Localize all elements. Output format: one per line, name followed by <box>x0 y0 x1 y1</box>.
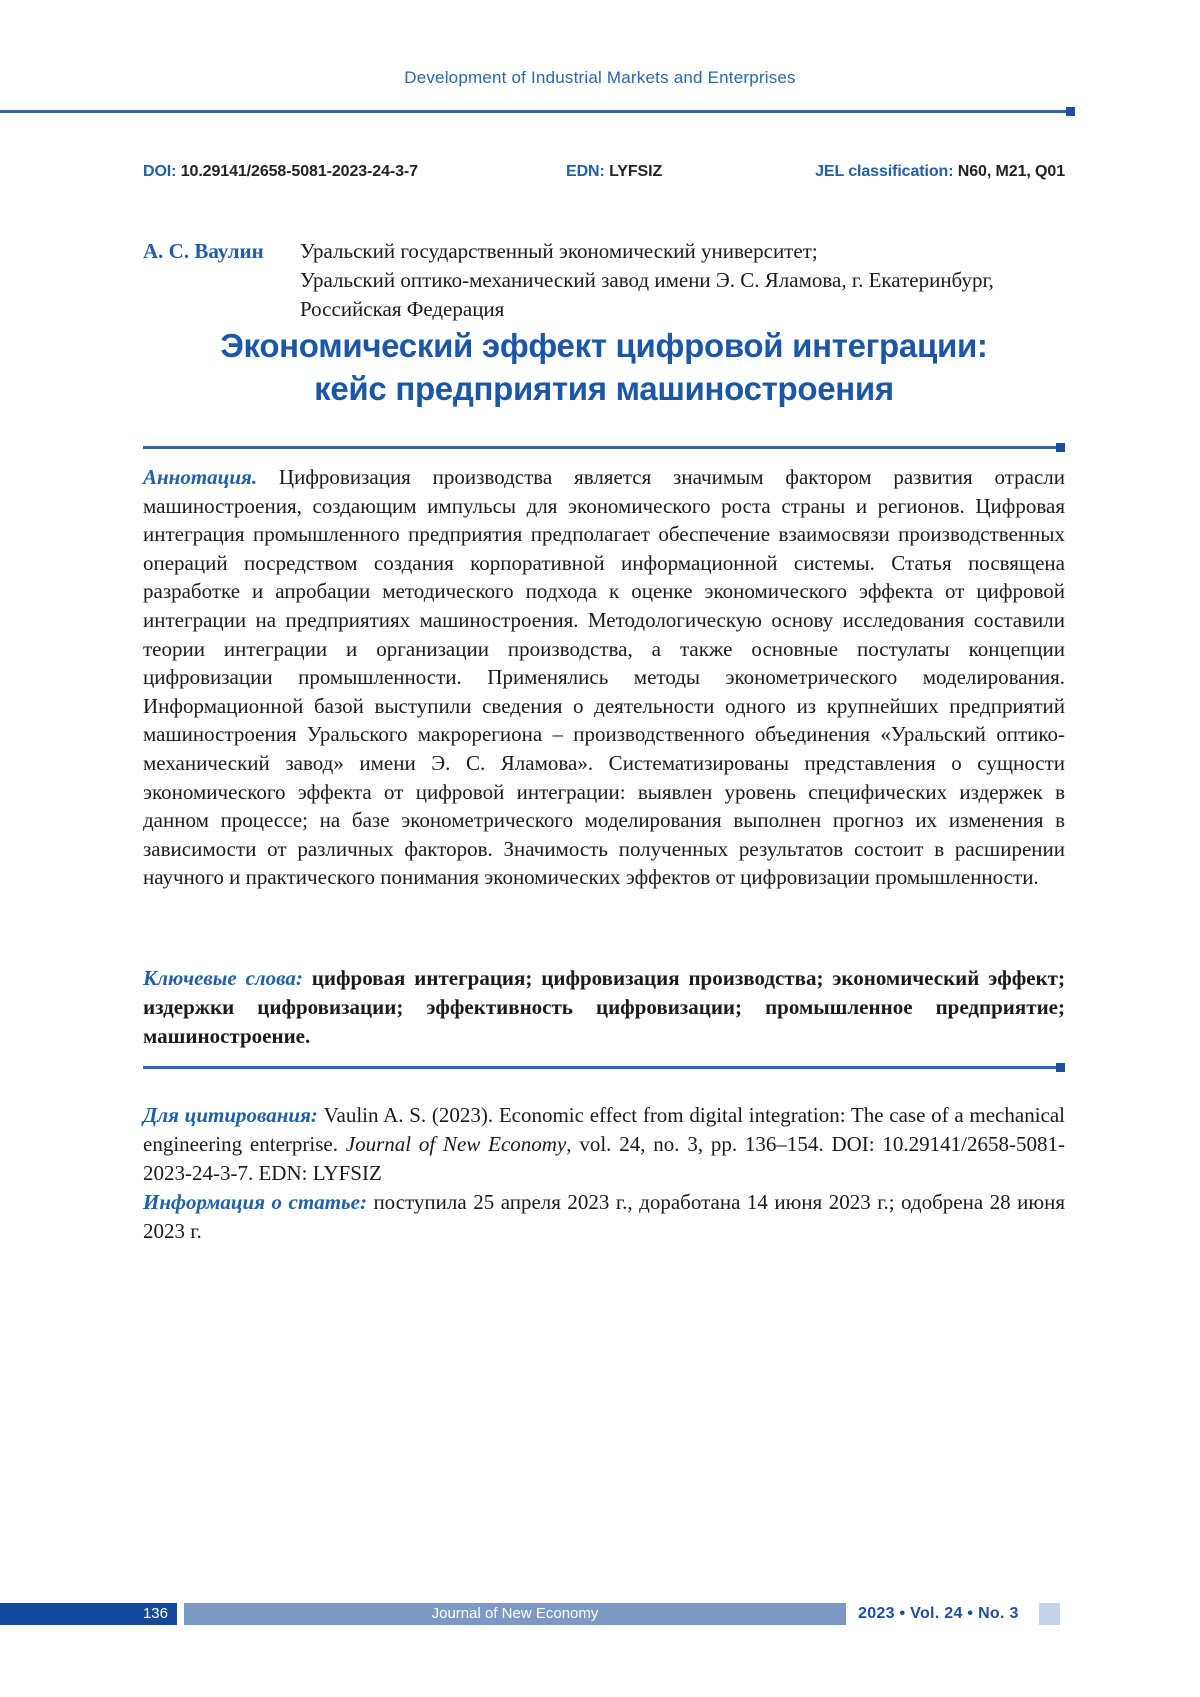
citation-rule-cap <box>1056 1063 1065 1072</box>
keywords-text: цифровая интеграция; цифровизация производства; экономический эффект; издержки цифровизации; эффективность цифровизации; промышленное предприятие; машиностроение. <box>143 966 1065 1048</box>
abstract-rule-cap <box>1056 443 1065 452</box>
citation-text-end: , vol. 24, no. 3, pp. 136–154. DOI: 10.29141/2658-5081-2023-24-3-7. EDN: LYFSIZ <box>143 1132 1065 1185</box>
doi-item <box>143 163 418 181</box>
article-title-line1: Экономический эффект цифровой интеграции: <box>220 327 988 364</box>
footer-page-number: 136 <box>142 1605 168 1622</box>
citation-text-start: Vaulin A. S. (2023). Economic effect from digital integration: The case of a mechanical engineering enterprise. <box>143 1103 1066 1156</box>
header-rule <box>0 110 1075 113</box>
citation-block <box>143 1101 1065 1246</box>
citation-label: Для цитирования: <box>143 1103 318 1127</box>
abstract-rule <box>143 446 1065 449</box>
footer-issue: 2023 • Vol. 24 • No. 3 <box>858 1605 1019 1622</box>
header-rule-cap <box>1066 107 1075 116</box>
article-info-paragraph <box>143 1188 1065 1246</box>
citation-paragraph <box>143 1101 1065 1188</box>
article-info-label: Информация о статье: <box>143 1190 367 1214</box>
jel-value: N60, M21, Q01 <box>957 163 1065 180</box>
affiliation-line: Уральский государственный экономический университет; <box>300 239 818 263</box>
edn-label: EDN: <box>566 163 605 180</box>
abstract-text: Цифровизация производства является значимым фактором развития отрасли машиностроения, создающим импульсы для экономического роста страны и регионов. Цифровая интеграция промышленного предприятия предполагает обеспечение взаимосвязи производственных операций посредством создания корпоративной информационной системы. Статья посвящена разработке и апробации методического подхода к оценке экономического эффекта от цифровой интеграции на предприятиях машиностроения. Методологическую основу исследования составили теории интеграции и организации производства, а также основные постулаты концепции цифровизации промышленности. Применялись методы эконометрического моделирования. Информационной базой выступили сведения о деятельности одного из крупнейших предприятий машиностроения Уральского макрорегиона – производственного объединения «Уральский оптико-механический завод» имени Э. С. Яламова». Систематизированы представления о сущности экономического эффекта от цифровой интеграции: выявлен уровень специфических издержек в данном процессе; на базе эконометрического моделирования выполнен прогноз их изменения в зависимости от различных факторов. Значимость полученных результатов состоит в расширении научного и практического понимания экономических эффектов от цифровизации промышленности. <box>143 465 1065 890</box>
citation-journal-name: Journal of New Economy <box>345 1132 567 1156</box>
keywords-paragraph <box>143 964 1065 1051</box>
footer-corner-square <box>1039 1603 1060 1625</box>
doi-label: DOI: <box>143 163 177 180</box>
author-block <box>143 237 1065 324</box>
article-title <box>143 324 1065 410</box>
running-head: Development of Industrial Markets and Enterprises <box>404 68 796 87</box>
footer-journal-name: Journal of New Economy <box>431 1605 599 1622</box>
jel-item <box>815 163 1065 181</box>
article-title-line2: кейс предприятия машиностроения <box>314 370 894 407</box>
footer-journal-bar <box>184 1603 846 1625</box>
abstract-label: Аннотация. <box>143 465 258 489</box>
article-info-text: поступила 25 апреля 2023 г., доработана 14 июня 2023 г.; одобрена 28 июня 2023 г. <box>143 1190 1065 1243</box>
affiliation-line: Уральский оптико-механический завод имени Э. С. Яламова, г. Екатеринбург, <box>300 268 994 292</box>
author-name: А. С. Ваулин <box>143 239 264 263</box>
abstract-paragraph <box>143 463 1065 892</box>
affiliation-line: Российская Федерация <box>300 297 505 321</box>
author-affiliation <box>300 237 1065 324</box>
citation-rule <box>143 1066 1065 1069</box>
edn-item <box>566 163 662 181</box>
footer-page-number-bar <box>0 1603 177 1625</box>
article-meta-row <box>143 163 1065 185</box>
keywords-label: Ключевые слова: <box>143 966 303 990</box>
jel-label: JEL classification: <box>815 163 954 180</box>
doi-value: 10.29141/2658-5081-2023-24-3-7 <box>180 163 418 180</box>
edn-value: LYFSIZ <box>609 163 663 180</box>
